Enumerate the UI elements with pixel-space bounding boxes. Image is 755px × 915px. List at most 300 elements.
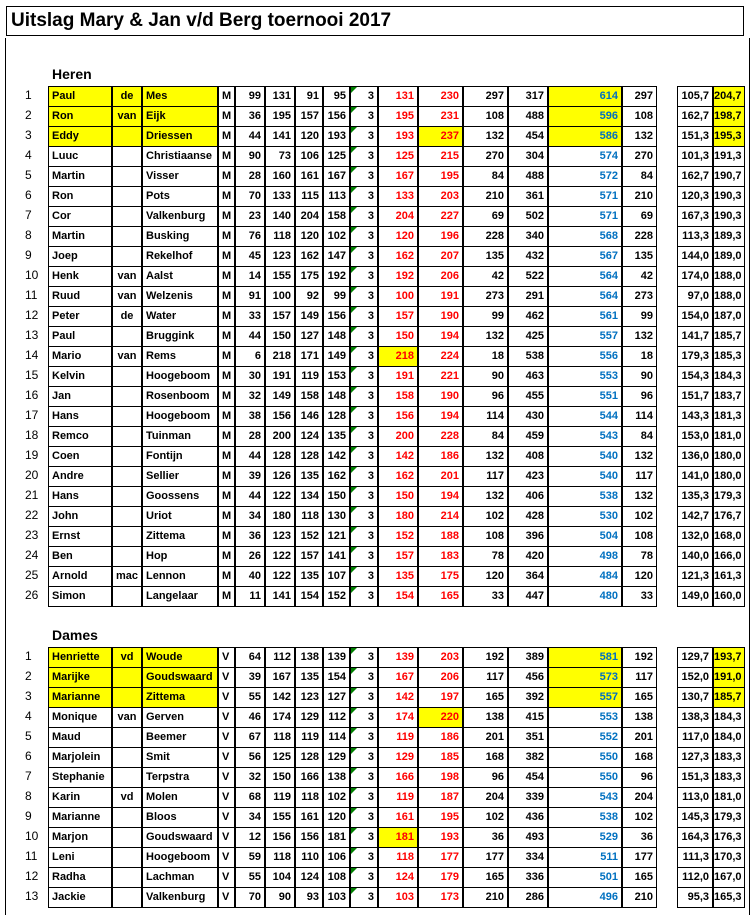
cell-rank: 13: [25, 889, 39, 903]
cell-rank: 19: [25, 448, 39, 462]
cell-r1: 174: [378, 707, 418, 728]
cell-r2: 188: [418, 526, 463, 547]
cell-first: Marijke: [48, 667, 112, 688]
cell-mid: [112, 446, 142, 467]
cell-ex: 132: [622, 446, 657, 467]
cell-first: John: [48, 506, 112, 527]
cell-total: 540: [548, 466, 622, 487]
cell-ex: 78: [622, 546, 657, 567]
cell-f1: 97,0: [677, 286, 713, 307]
cell-s1: 55: [235, 867, 265, 888]
cell-f1: 121,3: [677, 566, 713, 587]
cell-s4: 149: [323, 346, 350, 367]
cell-a2: 423: [508, 466, 548, 487]
cell-ex: 18: [622, 346, 657, 367]
cell-s3: 157: [295, 106, 323, 127]
cell-mid: [112, 687, 142, 708]
cell-s2: 125: [265, 747, 295, 768]
cell-r2: 206: [418, 667, 463, 688]
cell-rank: 12: [25, 308, 39, 322]
cell-g: M: [218, 566, 235, 587]
cell-g: M: [218, 386, 235, 407]
cell-last: Zittema: [142, 526, 218, 547]
cell-s3: 138: [295, 647, 323, 668]
cell-first: Marianne: [48, 687, 112, 708]
cell-f1: 151,3: [677, 767, 713, 788]
cell-g: M: [218, 286, 235, 307]
cell-total: 529: [548, 827, 622, 848]
cell-n: 3: [350, 486, 378, 507]
cell-s3: 161: [295, 166, 323, 187]
cell-last: Busking: [142, 226, 218, 247]
cell-total: 553: [548, 707, 622, 728]
cell-a2: 340: [508, 226, 548, 247]
cell-last: Beemer: [142, 727, 218, 748]
cell-ex: 99: [622, 306, 657, 327]
cell-first: Martin: [48, 166, 112, 187]
cell-a2: 488: [508, 166, 548, 187]
cell-first: Paul: [48, 326, 112, 347]
cell-a1: 90: [463, 366, 508, 387]
cell-total: 557: [548, 326, 622, 347]
cell-s2: 122: [265, 486, 295, 507]
cell-f1: 120,3: [677, 186, 713, 207]
cell-first: Andre: [48, 466, 112, 487]
cell-s4: 113: [323, 186, 350, 207]
cell-g: V: [218, 707, 235, 728]
cell-a1: 192: [463, 647, 508, 668]
cell-s4: 128: [323, 406, 350, 427]
cell-f2: 161,3: [713, 566, 745, 587]
cell-s4: 130: [323, 506, 350, 527]
cell-s1: 26: [235, 546, 265, 567]
cell-rank: 5: [25, 168, 32, 182]
cell-a2: 415: [508, 707, 548, 728]
cell-a1: 270: [463, 146, 508, 167]
cell-f1: 167,3: [677, 206, 713, 227]
cell-a1: 18: [463, 346, 508, 367]
cell-f2: 190,7: [713, 166, 745, 187]
cell-rank: 15: [25, 368, 39, 382]
cell-n: 3: [350, 86, 378, 107]
cell-n: 3: [350, 687, 378, 708]
cell-ex: 42: [622, 266, 657, 287]
cell-s1: 32: [235, 386, 265, 407]
cell-r2: 173: [418, 887, 463, 908]
cell-g: M: [218, 226, 235, 247]
cell-f1: 162,7: [677, 106, 713, 127]
cell-a1: 132: [463, 486, 508, 507]
cell-first: Paul: [48, 86, 112, 107]
cell-mid: de: [112, 306, 142, 327]
cell-r1: 180: [378, 506, 418, 527]
cell-first: Ernst: [48, 526, 112, 547]
cell-s2: 118: [265, 727, 295, 748]
cell-r2: 194: [418, 326, 463, 347]
cell-s1: 38: [235, 406, 265, 427]
cell-s4: 103: [323, 887, 350, 908]
cell-s1: 12: [235, 827, 265, 848]
cell-n: 3: [350, 847, 378, 868]
cell-first: Henriette: [48, 647, 112, 668]
cell-s2: 100: [265, 286, 295, 307]
cell-s2: 73: [265, 146, 295, 167]
cell-mid: vd: [112, 647, 142, 668]
cell-f2: 184,3: [713, 366, 745, 387]
cell-s2: 131: [265, 86, 295, 107]
cell-s1: 59: [235, 847, 265, 868]
cell-s4: 192: [323, 266, 350, 287]
cell-g: V: [218, 687, 235, 708]
cell-a2: 351: [508, 727, 548, 748]
cell-n: 3: [350, 566, 378, 587]
cell-a2: 493: [508, 827, 548, 848]
cell-first: Eddy: [48, 126, 112, 147]
cell-mid: mac: [112, 566, 142, 587]
cell-f1: 112,0: [677, 867, 713, 888]
cell-n: 3: [350, 867, 378, 888]
cell-r2: 187: [418, 787, 463, 808]
cell-last: Hoogeboom: [142, 366, 218, 387]
cell-g: M: [218, 106, 235, 127]
cell-mid: [112, 586, 142, 607]
cell-s3: 135: [295, 667, 323, 688]
cell-s4: 121: [323, 526, 350, 547]
cell-first: Marjon: [48, 827, 112, 848]
cell-g: M: [218, 486, 235, 507]
cell-rank: 23: [25, 528, 39, 542]
cell-a2: 463: [508, 366, 548, 387]
cell-s2: 150: [265, 767, 295, 788]
cell-total: 538: [548, 807, 622, 828]
cell-n: 3: [350, 807, 378, 828]
cell-f2: 204,7: [713, 86, 745, 107]
cell-s2: 112: [265, 647, 295, 668]
cell-g: M: [218, 146, 235, 167]
cell-s2: 150: [265, 326, 295, 347]
cell-s4: 181: [323, 827, 350, 848]
cell-s3: 91: [295, 86, 323, 107]
cell-r1: 204: [378, 206, 418, 227]
cell-s3: 171: [295, 346, 323, 367]
cell-first: Ron: [48, 106, 112, 127]
cell-a1: 204: [463, 787, 508, 808]
cell-a1: 96: [463, 767, 508, 788]
cell-f2: 180,0: [713, 466, 745, 487]
cell-last: Sellier: [142, 466, 218, 487]
cell-mid: [112, 807, 142, 828]
cell-f2: 183,7: [713, 386, 745, 407]
cell-r1: 162: [378, 466, 418, 487]
cell-r1: 120: [378, 226, 418, 247]
cell-a2: 455: [508, 386, 548, 407]
cell-n: 3: [350, 126, 378, 147]
cell-s3: 118: [295, 787, 323, 808]
cell-n: 3: [350, 446, 378, 467]
cell-a2: 425: [508, 326, 548, 347]
cell-f1: 117,0: [677, 727, 713, 748]
cell-rank: 4: [25, 709, 32, 723]
cell-n: 3: [350, 406, 378, 427]
cell-first: Remco: [48, 426, 112, 447]
cell-r2: 206: [418, 266, 463, 287]
cell-r1: 162: [378, 246, 418, 267]
cell-a2: 459: [508, 426, 548, 447]
cell-s2: 155: [265, 807, 295, 828]
cell-g: V: [218, 847, 235, 868]
cell-total: 564: [548, 266, 622, 287]
cell-total: 572: [548, 166, 622, 187]
cell-r1: 154: [378, 586, 418, 607]
cell-last: Christiaanse: [142, 146, 218, 167]
cell-s3: 120: [295, 226, 323, 247]
cell-r2: 185: [418, 747, 463, 768]
cell-a2: 432: [508, 246, 548, 267]
cell-ex: 210: [622, 887, 657, 908]
cell-r2: 227: [418, 206, 463, 227]
cell-n: 3: [350, 787, 378, 808]
cell-r2: 175: [418, 566, 463, 587]
cell-first: Karin: [48, 787, 112, 808]
cell-s1: 36: [235, 106, 265, 127]
cell-f1: 111,3: [677, 847, 713, 868]
cell-rank: 6: [25, 749, 32, 763]
cell-s3: 156: [295, 827, 323, 848]
cell-a1: 120: [463, 566, 508, 587]
cell-mid: [112, 887, 142, 908]
cell-r1: 167: [378, 667, 418, 688]
cell-s1: 46: [235, 707, 265, 728]
cell-last: Zittema: [142, 687, 218, 708]
cell-total: 567: [548, 246, 622, 267]
cell-s3: 128: [295, 747, 323, 768]
cell-total: 596: [548, 106, 622, 127]
cell-s3: 124: [295, 426, 323, 447]
cell-total: 571: [548, 206, 622, 227]
cell-ex: 168: [622, 747, 657, 768]
cell-s1: 55: [235, 687, 265, 708]
cell-s4: 156: [323, 306, 350, 327]
cell-rank: 7: [25, 208, 32, 222]
cell-a2: 406: [508, 486, 548, 507]
cell-last: Bloos: [142, 807, 218, 828]
cell-last: Molen: [142, 787, 218, 808]
cell-first: Luuc: [48, 146, 112, 167]
cell-ex: 117: [622, 667, 657, 688]
cell-r1: 152: [378, 526, 418, 547]
cell-s4: 147: [323, 246, 350, 267]
cell-rank: 8: [25, 789, 32, 803]
cell-r1: 142: [378, 687, 418, 708]
cell-ex: 96: [622, 386, 657, 407]
cell-ex: 201: [622, 727, 657, 748]
cell-ex: 84: [622, 426, 657, 447]
cell-g: V: [218, 727, 235, 748]
cell-r1: 103: [378, 887, 418, 908]
cell-n: 3: [350, 707, 378, 728]
cell-f1: 141,0: [677, 466, 713, 487]
cell-last: Eijk: [142, 106, 218, 127]
cell-s1: 32: [235, 767, 265, 788]
cell-ex: 114: [622, 406, 657, 427]
cell-r2: 237: [418, 126, 463, 147]
cell-mid: [112, 747, 142, 768]
cell-s3: 93: [295, 887, 323, 908]
cell-s2: 133: [265, 186, 295, 207]
cell-n: 3: [350, 667, 378, 688]
cell-f2: 179,3: [713, 486, 745, 507]
cell-total: 556: [548, 346, 622, 367]
cell-s4: 112: [323, 707, 350, 728]
cell-s4: 102: [323, 787, 350, 808]
cell-s1: 11: [235, 586, 265, 607]
cell-total: 511: [548, 847, 622, 868]
cell-ex: 177: [622, 847, 657, 868]
cell-r2: 191: [418, 286, 463, 307]
cell-mid: [112, 186, 142, 207]
cell-s1: 14: [235, 266, 265, 287]
cell-s1: 34: [235, 807, 265, 828]
cell-n: 3: [350, 346, 378, 367]
cell-f1: 153,0: [677, 426, 713, 447]
cell-total: 498: [548, 546, 622, 567]
cell-s4: 139: [323, 647, 350, 668]
cell-n: 3: [350, 827, 378, 848]
cell-rank: 1: [25, 88, 32, 102]
cell-s2: 128: [265, 446, 295, 467]
cell-ex: 132: [622, 126, 657, 147]
cell-mid: [112, 406, 142, 427]
cell-s1: 44: [235, 326, 265, 347]
cell-a2: 522: [508, 266, 548, 287]
cell-r2: 190: [418, 386, 463, 407]
cell-total: 564: [548, 286, 622, 307]
cell-mid: [112, 847, 142, 868]
cell-n: 3: [350, 647, 378, 668]
cell-a1: 210: [463, 186, 508, 207]
cell-f2: 181,0: [713, 426, 745, 447]
cell-s4: 95: [323, 86, 350, 107]
cell-r1: 193: [378, 126, 418, 147]
cell-total: 557: [548, 687, 622, 708]
cell-mid: [112, 226, 142, 247]
cell-f1: 164,3: [677, 827, 713, 848]
cell-rank: 2: [25, 108, 32, 122]
cell-f2: 189,3: [713, 226, 745, 247]
cell-total: 614: [548, 86, 622, 107]
cell-s1: 90: [235, 146, 265, 167]
cell-a1: 36: [463, 827, 508, 848]
cell-s3: 166: [295, 767, 323, 788]
cell-f2: 195,3: [713, 126, 745, 147]
cell-s1: 76: [235, 226, 265, 247]
cell-f1: 136,0: [677, 446, 713, 467]
cell-f1: 113,3: [677, 226, 713, 247]
cell-r1: 158: [378, 386, 418, 407]
cell-s2: 122: [265, 566, 295, 587]
cell-first: Ben: [48, 546, 112, 567]
cell-ex: 117: [622, 466, 657, 487]
cell-last: Langelaar: [142, 586, 218, 607]
cell-f2: 191,0: [713, 667, 745, 688]
cell-s4: 120: [323, 807, 350, 828]
cell-r1: 142: [378, 446, 418, 467]
cell-last: Rems: [142, 346, 218, 367]
cell-mid: [112, 727, 142, 748]
cell-s2: 140: [265, 206, 295, 227]
cell-last: Welzenis: [142, 286, 218, 307]
cell-s4: 142: [323, 446, 350, 467]
cell-r1: 167: [378, 166, 418, 187]
cell-a2: 304: [508, 146, 548, 167]
cell-a2: 286: [508, 887, 548, 908]
cell-mid: [112, 326, 142, 347]
cell-r1: 100: [378, 286, 418, 307]
cell-rank: 22: [25, 508, 39, 522]
cell-n: 3: [350, 186, 378, 207]
cell-n: 3: [350, 526, 378, 547]
cell-first: Henk: [48, 266, 112, 287]
cell-total: 504: [548, 526, 622, 547]
cell-ex: 192: [622, 647, 657, 668]
cell-s3: 135: [295, 466, 323, 487]
cell-mid: [112, 827, 142, 848]
cell-mid: [112, 466, 142, 487]
cell-f2: 189,0: [713, 246, 745, 267]
cell-rank: 21: [25, 488, 39, 502]
cell-f2: 176,3: [713, 827, 745, 848]
cell-r2: 207: [418, 246, 463, 267]
cell-f2: 188,0: [713, 286, 745, 307]
cell-n: 3: [350, 386, 378, 407]
cell-r2: 230: [418, 86, 463, 107]
cell-a2: 364: [508, 566, 548, 587]
cell-s4: 102: [323, 226, 350, 247]
cell-total: 501: [548, 867, 622, 888]
cell-n: 3: [350, 326, 378, 347]
cell-first: Jackie: [48, 887, 112, 908]
cell-ex: 102: [622, 807, 657, 828]
cell-s4: 167: [323, 166, 350, 187]
cell-s4: 148: [323, 326, 350, 347]
cell-r2: 203: [418, 647, 463, 668]
cell-r1: 200: [378, 426, 418, 447]
cell-a1: 117: [463, 466, 508, 487]
cell-f1: 95,3: [677, 887, 713, 908]
cell-a1: 228: [463, 226, 508, 247]
cell-total: 540: [548, 446, 622, 467]
cell-ex: 132: [622, 326, 657, 347]
cell-f2: 170,3: [713, 847, 745, 868]
cell-ex: 132: [622, 486, 657, 507]
cell-g: M: [218, 586, 235, 607]
cell-s1: 44: [235, 126, 265, 147]
cell-n: 3: [350, 887, 378, 908]
cell-ex: 36: [622, 827, 657, 848]
cell-s3: 161: [295, 807, 323, 828]
cell-ex: 135: [622, 246, 657, 267]
cell-a2: 420: [508, 546, 548, 567]
cell-a1: 201: [463, 727, 508, 748]
cell-s2: 142: [265, 687, 295, 708]
cell-s1: 70: [235, 887, 265, 908]
cell-a1: 132: [463, 446, 508, 467]
cell-g: M: [218, 326, 235, 347]
cell-f2: 180,0: [713, 446, 745, 467]
cell-n: 3: [350, 727, 378, 748]
cell-g: V: [218, 887, 235, 908]
cell-f1: 174,0: [677, 266, 713, 287]
